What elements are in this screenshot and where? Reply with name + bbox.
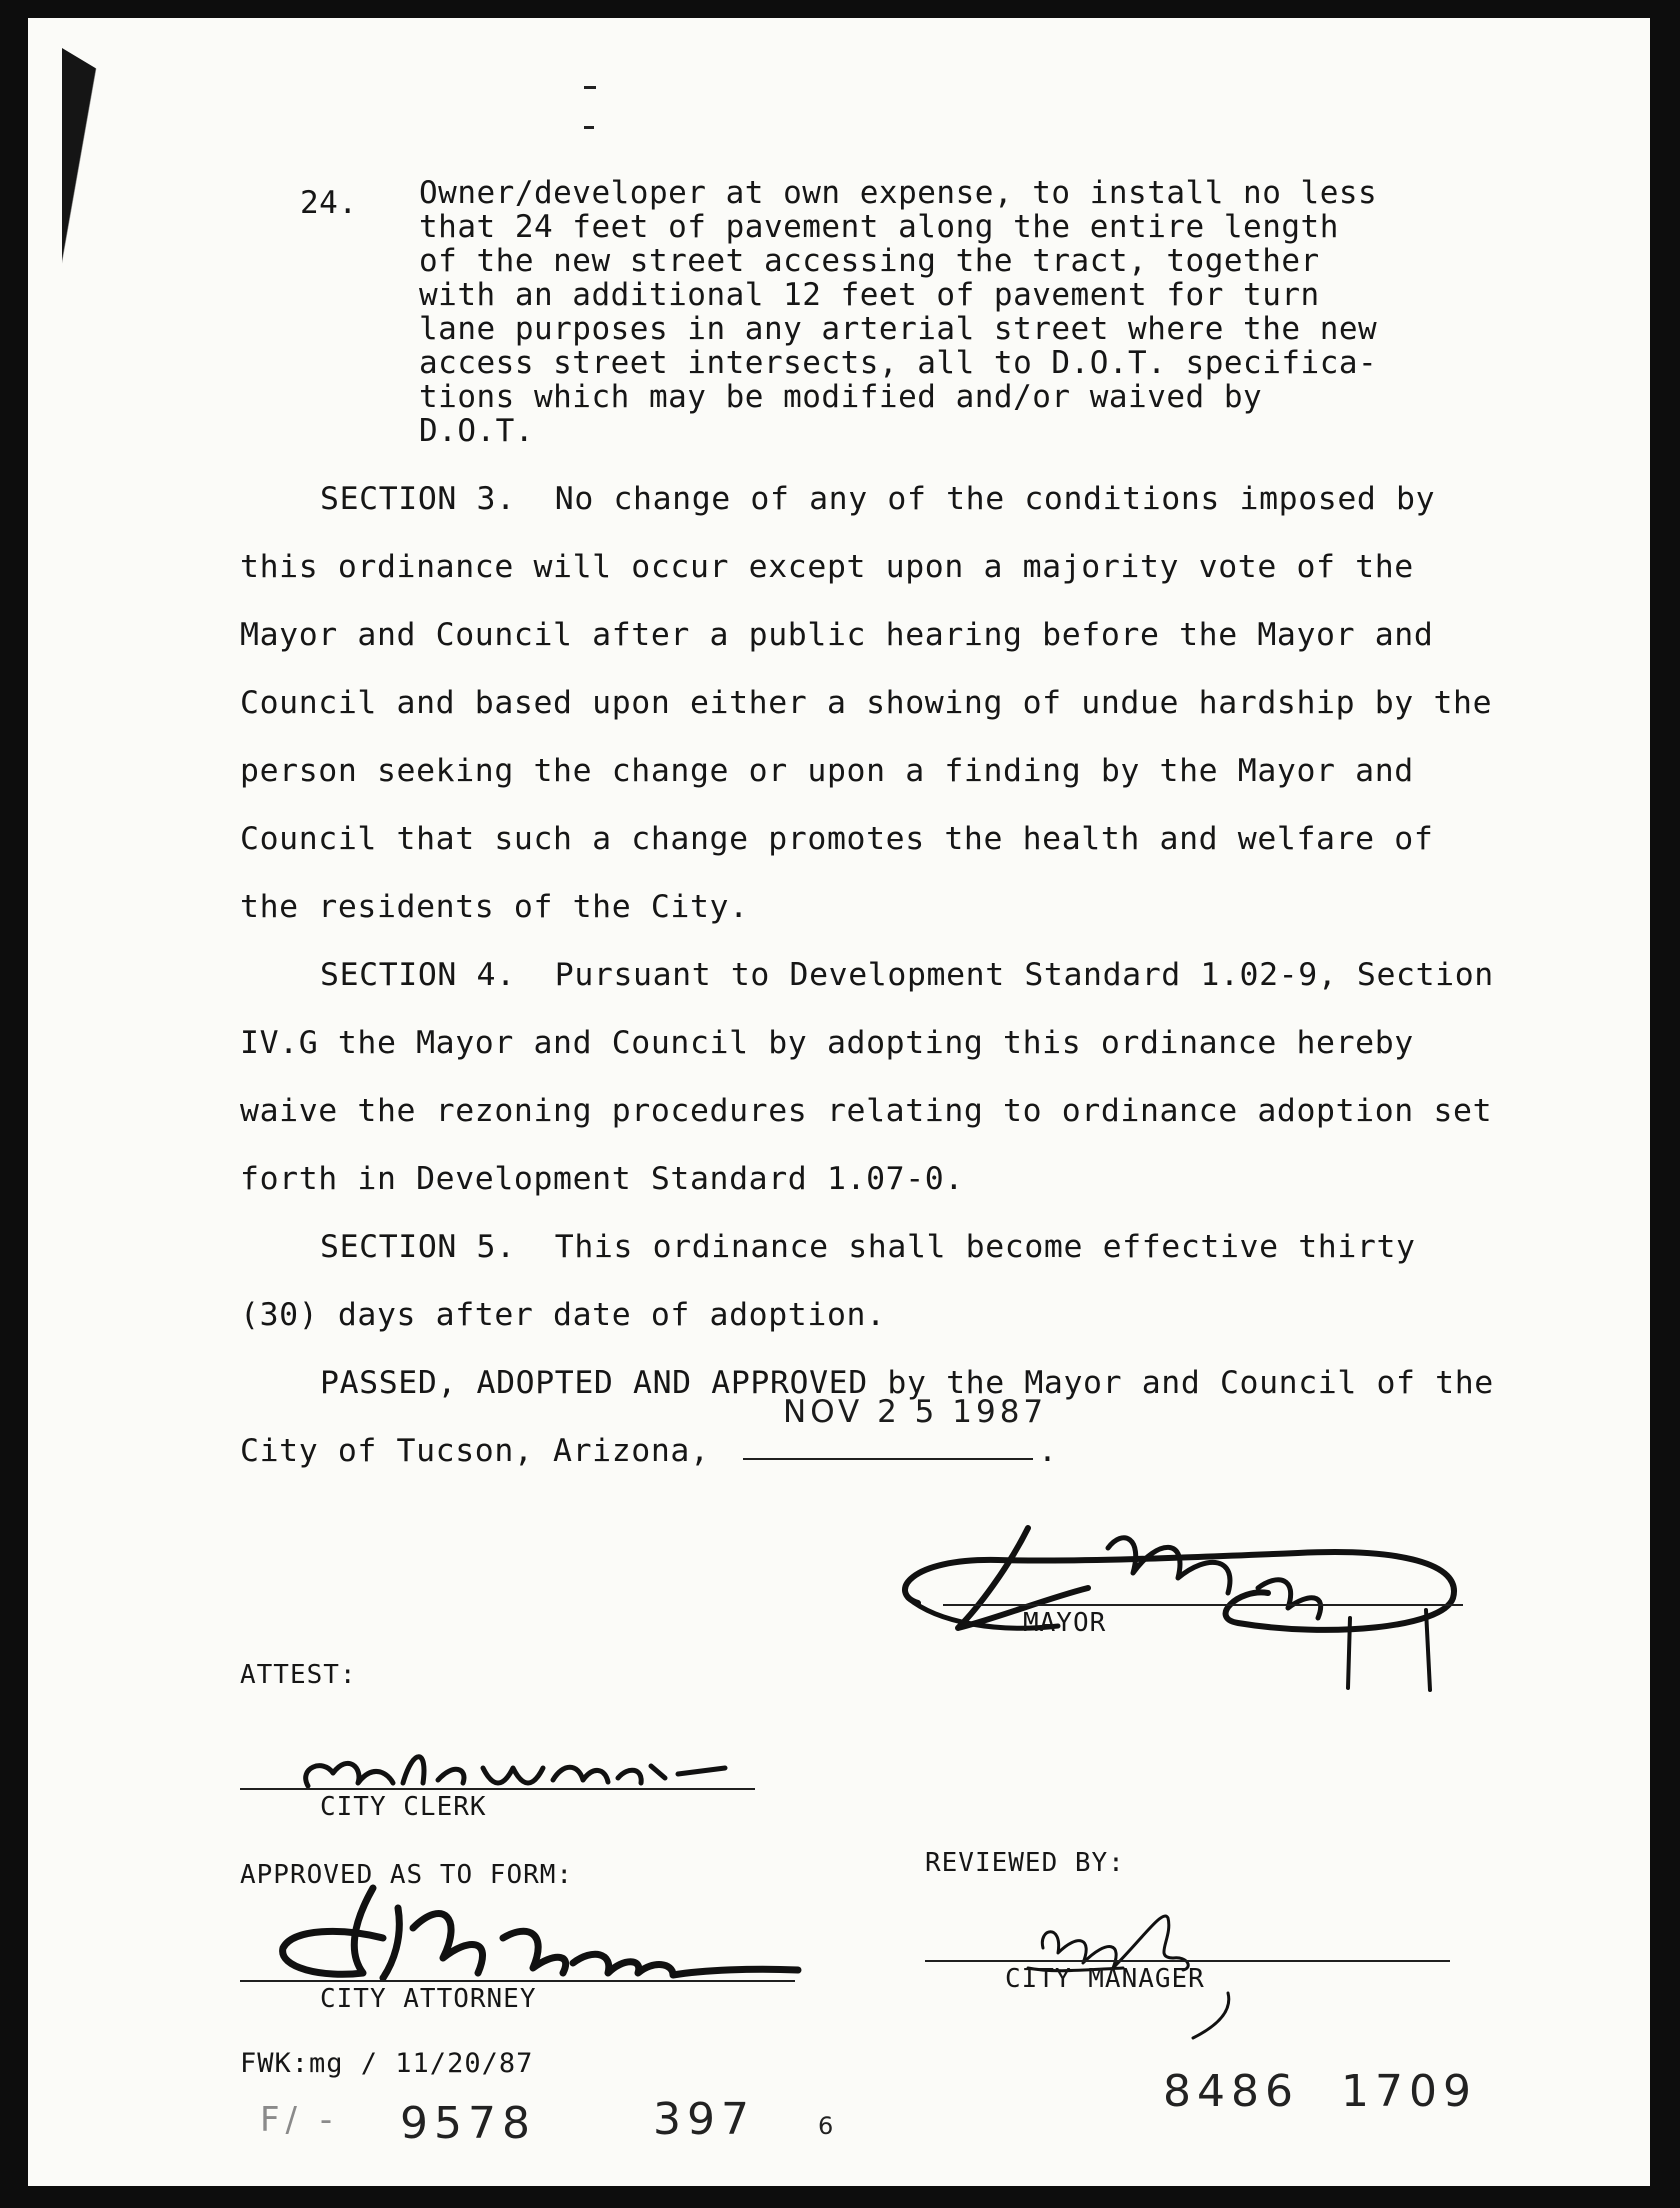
item-24-line: access street intersects, all to D.O.T. specifica-: [419, 345, 1378, 381]
section-3-line: Mayor and Council after a public hearing before the Mayor and: [240, 617, 1434, 653]
city-clerk-signature-line: [240, 1788, 755, 1790]
reviewed-by-label: REVIEWED BY:: [925, 1848, 1125, 1878]
city-manager-label: CITY MANAGER: [1005, 1964, 1205, 1994]
section-3-line: person seeking the change or upon a finding by the Mayor and: [240, 753, 1414, 789]
section-5-line: (30) days after date of adoption.: [240, 1297, 886, 1333]
item-24-line: of the new street accessing the tract, together: [419, 243, 1320, 279]
city-manager-signature-line: [925, 1960, 1450, 1962]
section-5-line: SECTION 5. This ordinance shall become effective thirty: [320, 1229, 1416, 1265]
item-24-line: Owner/developer at own expense, to install no less: [419, 175, 1378, 211]
mayor-label: MAYOR: [1023, 1608, 1107, 1638]
city-attorney-signature-line: [240, 1980, 795, 1982]
section-3-line: SECTION 3. No change of any of the conditions imposed by: [320, 481, 1436, 517]
section-3-line: the residents of the City.: [240, 889, 749, 925]
city-clerk-label: CITY CLERK: [320, 1792, 487, 1822]
passed-adopted-line: PASSED, ADOPTED AND APPROVED by the Mayor and Council of the: [320, 1365, 1494, 1401]
city-line: City of Tucson, Arizona,: [240, 1433, 710, 1469]
docket-page: 397: [653, 2094, 755, 2145]
docket-prefix: F/ -: [260, 2100, 339, 2140]
mayor-signature: [878, 1498, 1518, 1698]
mayor-signature-line: [943, 1604, 1463, 1606]
section-4-line: forth in Development Standard 1.07-0.: [240, 1161, 964, 1197]
scan-speck: [584, 126, 594, 129]
city-line-period: .: [1038, 1433, 1058, 1469]
approved-as-to-form-label: APPROVED AS TO FORM:: [240, 1860, 574, 1890]
date-stamp: NOV 2 5 1987: [783, 1394, 1048, 1430]
scan-corner-shadow: [62, 48, 122, 408]
item-24-line: D.O.T.: [419, 413, 534, 449]
date-blank-line: [743, 1458, 1033, 1460]
item-24-line: that 24 feet of pavement along the entire length: [419, 209, 1339, 245]
section-3-line: Council and based upon either a showing of undue hardship by the: [240, 685, 1493, 721]
typist-initials-date: FWK:mg / 11/20/87: [240, 2048, 534, 2079]
city-attorney-label: CITY ATTORNEY: [320, 1984, 537, 2014]
item-24-number: 24.: [300, 185, 358, 221]
section-4-line: IV.G the Mayor and Council by adopting this ordinance hereby: [240, 1025, 1414, 1061]
section-3-line: this ordinance will occur except upon a majority vote of the: [240, 549, 1414, 585]
small-mark: 6: [818, 2112, 840, 2140]
item-24-line: lane purposes in any arterial street where the new: [419, 311, 1378, 347]
item-24-line: with an additional 12 feet of pavement for turn: [419, 277, 1320, 313]
reference-number-a: 8486: [1163, 2066, 1299, 2117]
item-24-line: tions which may be modified and/or waived by: [419, 379, 1263, 415]
scan-speck: [584, 86, 596, 89]
docket-number: 9578: [400, 2098, 536, 2149]
section-4-line: SECTION 4. Pursuant to Development Standard 1.02-9, Section: [320, 957, 1494, 993]
section-4-line: waive the rezoning procedures relating to ordinance adoption set: [240, 1093, 1493, 1129]
reference-number-b: 1709: [1341, 2066, 1477, 2117]
attest-label: ATTEST:: [240, 1660, 357, 1690]
section-3-line: Council that such a change promotes the health and welfare of: [240, 821, 1434, 857]
document-page: [28, 18, 1650, 2186]
